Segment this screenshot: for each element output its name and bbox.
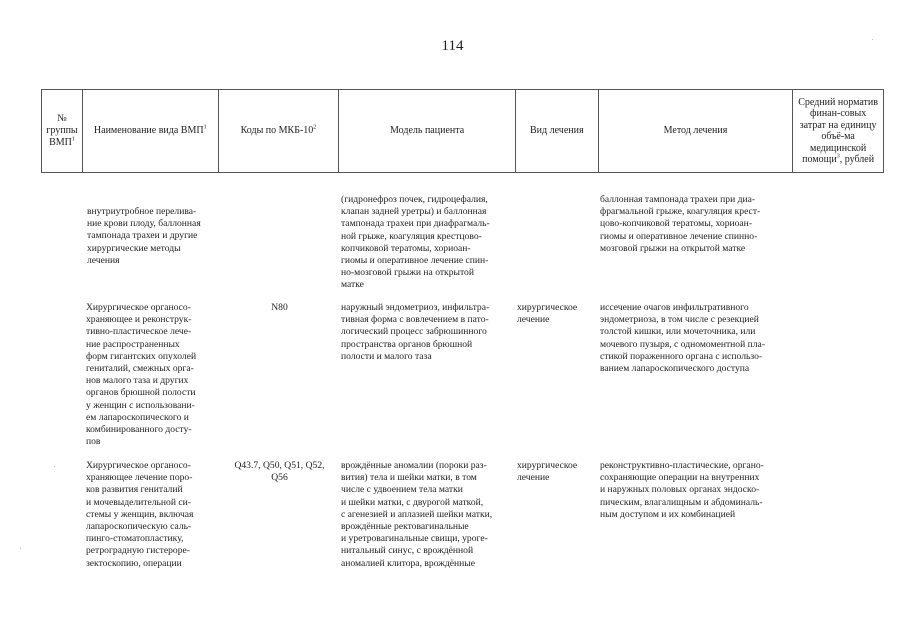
row-1-treatment-method: баллонная тампонада трахеи при диа- фрагмальной грыже, коагуляция крест- цово-копчиковой тератомы, хориоан- гиомы и оперативное лечение спинно- мозговой грыжи на открытой матке [600, 194, 761, 254]
header-patient-model: Модель пациента [339, 90, 516, 172]
page-number: 114 [441, 38, 464, 54]
header-treatment-type: Вид лечения [516, 90, 599, 172]
row-2-treatment-method: иссечение очагов инфильтративного эндометриоза, в том числе с резекцией толстой кишки, или мочеточника, или мочевого пузыря, с одномоментной пла- стикой пораженного органа с использо- ванием лапароскопического доступа [600, 302, 766, 375]
header-average-cost: Средний норматив финан-сов​ых затрат на единицу объё-ма медицинской помощи$^3$, рублей [798, 96, 878, 165]
header-vmp-name: Наименование вида ВМП$^1$ [83, 90, 219, 172]
header-icd-codes: Коды по МКБ-$10^2$ [219, 90, 340, 172]
row-1-vmp-name: внутриутробное перелива- ние крови плоду, баллонная тампонада трахеи и другие хирургические методы лечения [87, 206, 201, 266]
table-header [41, 89, 884, 173]
scan-speck [872, 39, 873, 40]
row-3-patient-model: врождённые аномалии (пороки раз- вития) тела и шейки матки, в том числе с удвоением тела матки и шейки матки, с двурогой маткой, с агенезией и аплазией шейки матки, врождённые ректовагинальные и уретровагинальные свищи, уроге- нитальный синус, с врождённой аномалией клитора, врождённые [341, 460, 493, 569]
row-2-icd-codes: N80 [271, 302, 288, 313]
row-2-patient-model: наружный эндометриоз, инфильтра- тивная форма с вовлечением в пато- логический процесс забрюшинного пространства органов брюшной полости и малого таза [341, 302, 490, 362]
row-3-treatment-type: хирургическое лечение [517, 460, 578, 484]
row-3-icd-codes: Q43.7, Q50, Q51, Q52, Q56 [234, 460, 325, 484]
header-group-number: № группы ВМП$^1$ [42, 90, 83, 172]
header-treatment-method: Метод лечения [599, 90, 794, 172]
row-1-patient-model: (гидронефроз почек, гидроцефалия, клапан задней уретры) и баллонная тампонада трахеи при диафрагмаль- ной грыже, коагуляция крестцово- копчиковой тератомы, хориоан- гиомы и оперативное лечение спин- но-мозговой грыжи на открытой матке [341, 194, 490, 291]
scan-speck [54, 466, 55, 467]
row-3-treatment-method: реконструктивно-пластические, органо- сохраняющие операции на внутренних и наружных половых органах эндоско- пическим, влагалищным и абдоминаль- ным доступом и их комбинацией [600, 460, 764, 520]
row-2-treatment-type: хирургическое лечение [517, 302, 578, 326]
row-2-vmp-name: Хирургическое органосо- храняющее и реконструк- тивно-пластическое лече- ние распространенных форм гигантских опухолей гениталий, смежных орга- нов малого таза и других органов брюшной полости у женщин с использовани- ем лапароскопического и комбинированного досту- пов [86, 302, 197, 448]
row-3-vmp-name: Хирургическое органосо- храняющее лечение поро- ков развития гениталий и мочевыделительной си- стемы у женщин, включая лапароскопическую саль- пинго-стоматопластику, ретроградную гистероре- зектоскопию, операции [86, 460, 194, 569]
scan-speck [20, 548, 21, 549]
